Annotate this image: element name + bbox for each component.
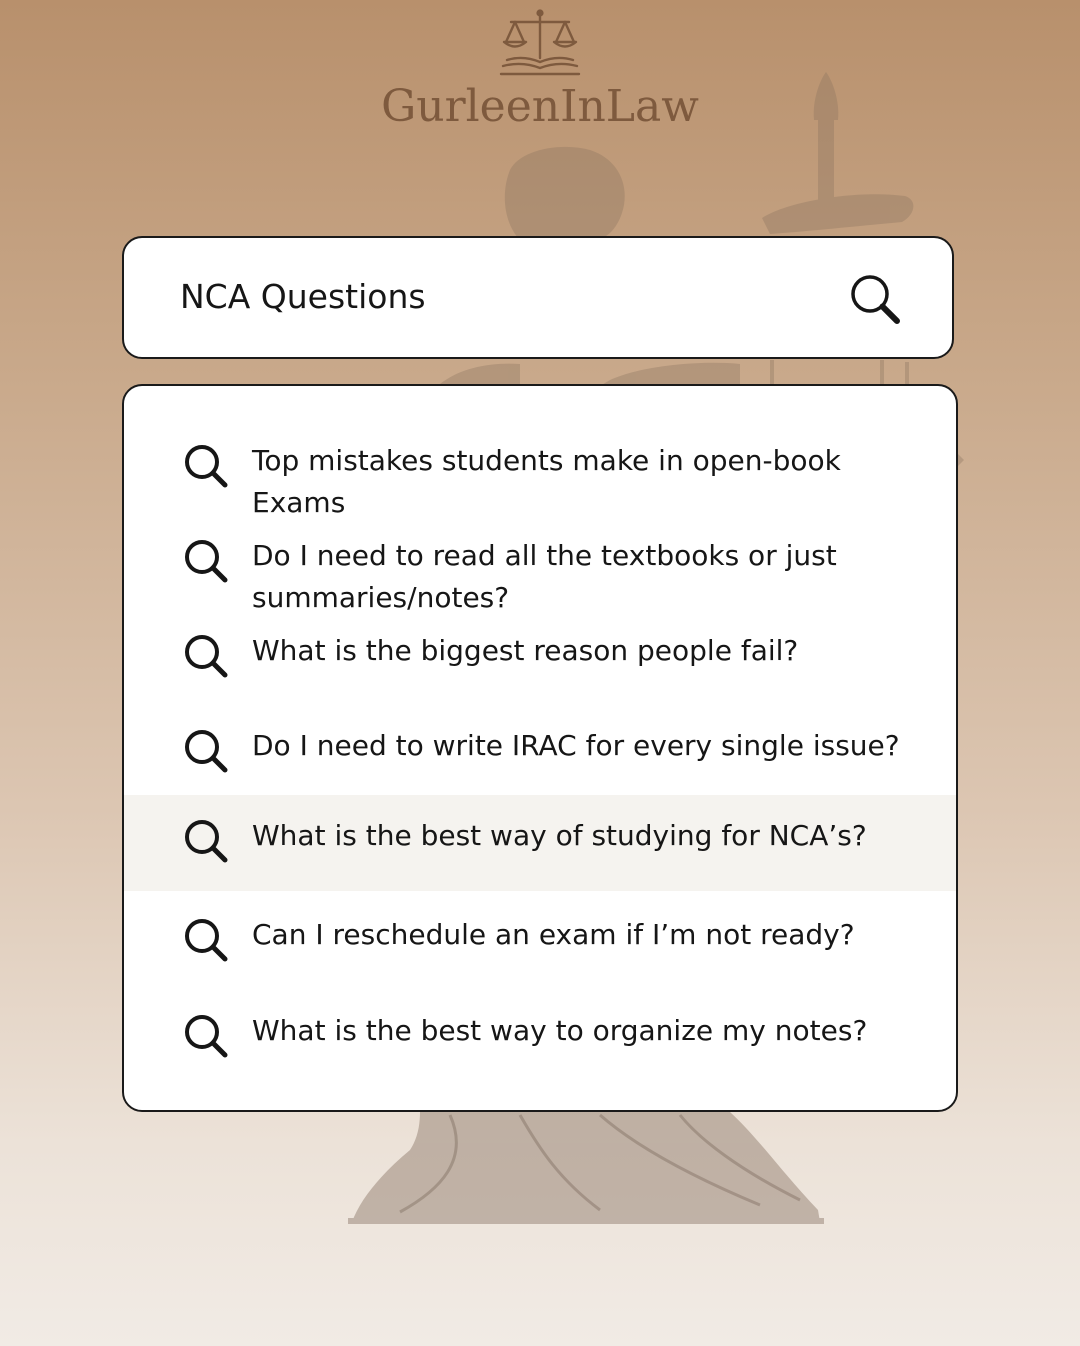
search-bar[interactable] xyxy=(122,236,954,359)
search-suggestion-item-highlighted[interactable] xyxy=(124,795,956,891)
search-icon xyxy=(182,916,230,964)
search-suggestion-item[interactable] xyxy=(124,626,956,716)
search-suggestions-panel xyxy=(122,384,958,1112)
search-suggestion-item[interactable] xyxy=(124,1006,956,1096)
search-suggestion-text[interactable]: Can I reschedule an exam if I’m not ready? xyxy=(252,918,855,951)
search-suggestion-text[interactable]: What is the biggest reason people fail? xyxy=(252,634,799,667)
search-suggestion-item[interactable] xyxy=(124,531,956,621)
search-suggestion-text[interactable]: What is the best way to organize my notes? xyxy=(252,1014,868,1047)
search-icon[interactable] xyxy=(848,272,904,328)
search-icon xyxy=(182,727,230,775)
search-suggestion-text[interactable]: What is the best way of studying for NCA’s? xyxy=(252,819,867,852)
search-query-text[interactable]: NCA Questions xyxy=(180,277,426,316)
search-suggestion-text[interactable]: Top mistakes students make in open-book Exams xyxy=(252,444,841,519)
brand-logo xyxy=(0,8,1080,134)
search-suggestion-text[interactable]: Do I need to read all the textbooks or just summaries/notes? xyxy=(252,539,837,614)
search-suggestion-item[interactable] xyxy=(124,910,956,1000)
search-icon xyxy=(182,1012,230,1060)
search-suggestion-text[interactable]: Do I need to write IRAC for every single issue? xyxy=(252,729,900,762)
brand-name: GurleenInLaw xyxy=(381,81,699,132)
search-suggestion-item[interactable] xyxy=(124,436,956,526)
search-icon xyxy=(182,817,230,865)
search-suggestion-item[interactable] xyxy=(124,721,956,795)
scales-of-justice-icon xyxy=(495,8,585,80)
search-icon xyxy=(182,632,230,680)
search-icon xyxy=(182,442,230,490)
search-icon xyxy=(182,537,230,585)
